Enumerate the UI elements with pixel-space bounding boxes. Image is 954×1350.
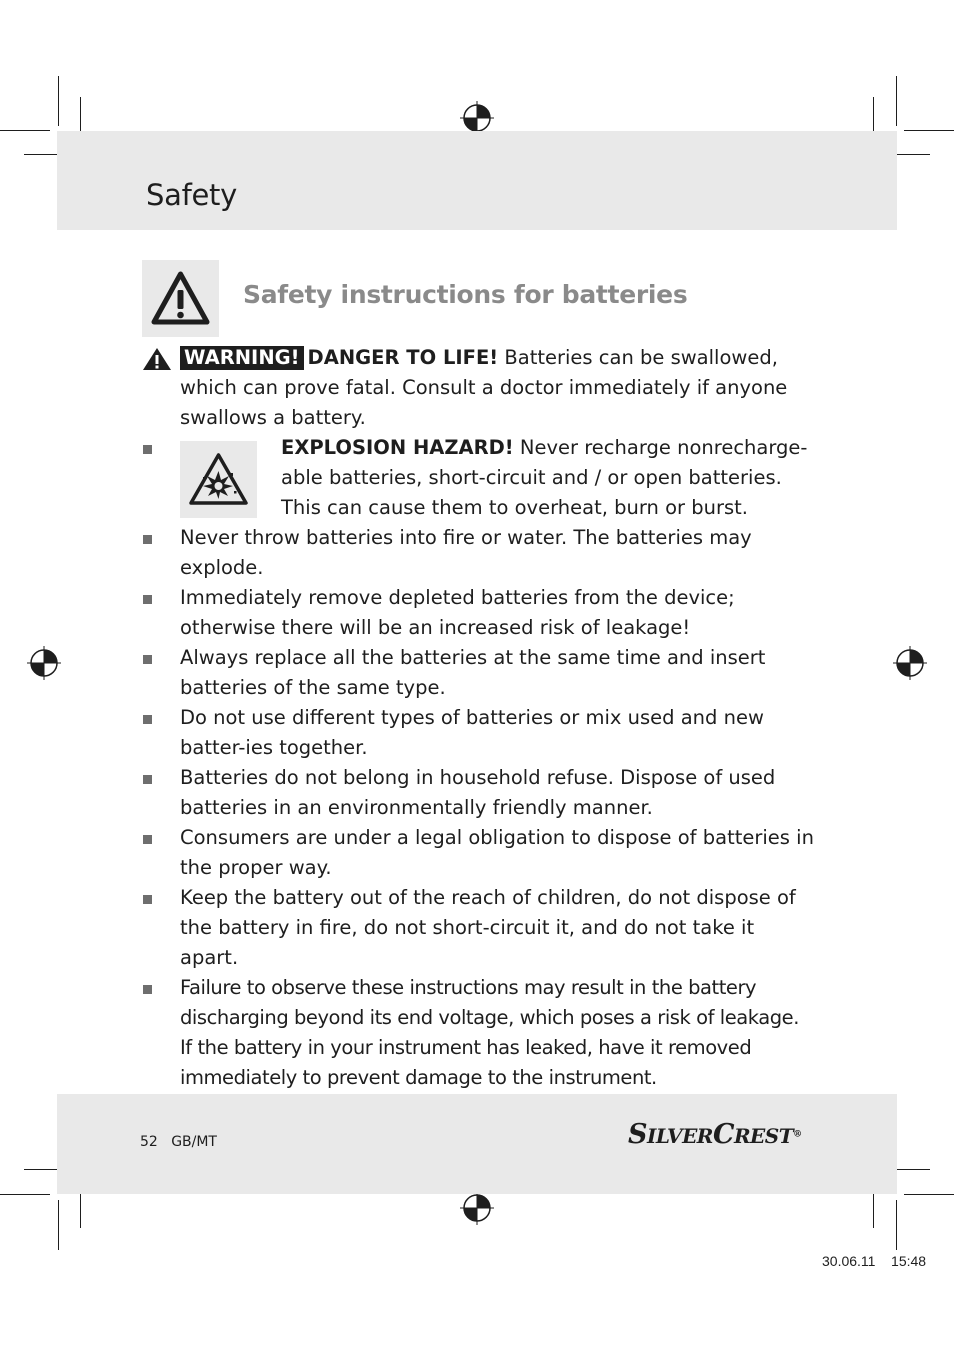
crop-mark (80, 1188, 81, 1228)
bullet (143, 715, 152, 724)
list-item-text: Consumers are under a legal obligation to dispose of batteries in the proper way. (180, 826, 814, 879)
bullet (143, 595, 152, 604)
list-item-text: Never throw batteries into fire or water. The batteries may explode. (180, 526, 752, 579)
list-item (142, 583, 814, 643)
print-timestamp (822, 1253, 926, 1269)
explosion-sign-box (180, 441, 257, 518)
danger-to-life-lead: DANGER TO LIFE! (307, 346, 499, 369)
crop-mark (896, 1200, 897, 1250)
page-title: Safety (146, 178, 237, 212)
bullet (143, 445, 152, 454)
registration-mark-icon (893, 646, 927, 680)
print-date: 30.06.11 (822, 1253, 876, 1269)
list-item-text: Failure to observe these instructions may result in the battery discharging beyond its end voltage, which poses a risk of leakage. If the battery in your instrument has leaked, have it removed immediately to prevent damage to the instrument. (180, 976, 799, 1089)
silvercrest-logo: SILVERCREST® (628, 1119, 802, 1150)
bullet (143, 535, 152, 544)
warning-sign-box (142, 260, 219, 337)
list-item (142, 643, 814, 703)
bullet (143, 655, 152, 664)
list-item-text: Immediately remove depleted batteries from the device; otherwise there will be an increased risk of leakage! (180, 586, 735, 639)
crop-mark (0, 1194, 50, 1195)
list-item (142, 883, 814, 973)
list-item-text: Batteries do not belong in household refuse. Dispose of used batteries in an environmentally friendly manner. (180, 766, 776, 819)
warning-text: Batteries can be swallowed, which can prove fatal. Consult a doctor immediately if anyone swallows a battery. (180, 346, 788, 429)
list-item-text: Always replace all the batteries at the same time and insert batteries of the same type. (180, 646, 766, 699)
explosion-item (142, 433, 814, 523)
list-item-text: Keep the battery out of the reach of children, do not dispose of the battery in fire, do not short-circuit it, and do not take it apart. (180, 886, 796, 969)
print-time: 15:48 (891, 1253, 927, 1269)
list-item (142, 523, 814, 583)
list-item (142, 703, 814, 763)
warning-triangle-icon (142, 347, 172, 371)
list-item (142, 763, 814, 823)
crop-mark (0, 130, 50, 131)
list-item (142, 823, 814, 883)
page-number: 52 (140, 1134, 158, 1150)
warning-label: WARNING! (180, 346, 304, 370)
crop-mark (58, 76, 59, 126)
explosion-hazard-lead: EXPLOSION HAZARD! (281, 436, 514, 459)
explosion-text: Never recharge nonrecharge-able batteries, short-circuit and / or open batteries. This can cause them to overheat, burn or burst. (281, 436, 808, 519)
locale-code: GB/MT (171, 1134, 217, 1150)
safety-instructions-list (142, 343, 814, 1093)
crop-mark (58, 1200, 59, 1250)
explosion-hazard-icon (180, 441, 257, 518)
crop-mark (904, 130, 954, 131)
registration-mark-icon (27, 646, 61, 680)
list-item (142, 973, 814, 1093)
warning-item (142, 343, 814, 433)
crop-mark (873, 1188, 874, 1228)
registration-mark-icon (460, 1191, 494, 1225)
crop-mark (896, 76, 897, 126)
warning-triangle-icon (142, 260, 219, 337)
crop-mark (904, 1194, 954, 1195)
section-title: Safety instructions for batteries (243, 280, 688, 309)
bullet (143, 775, 152, 784)
bullet (143, 895, 152, 904)
page-footer-label (140, 1134, 217, 1150)
bullet (143, 985, 152, 994)
list-item-text: Do not use different types of batteries or mix used and new batter-ies together. (180, 706, 764, 759)
registration-mark-icon (460, 101, 494, 135)
bullet (143, 835, 152, 844)
